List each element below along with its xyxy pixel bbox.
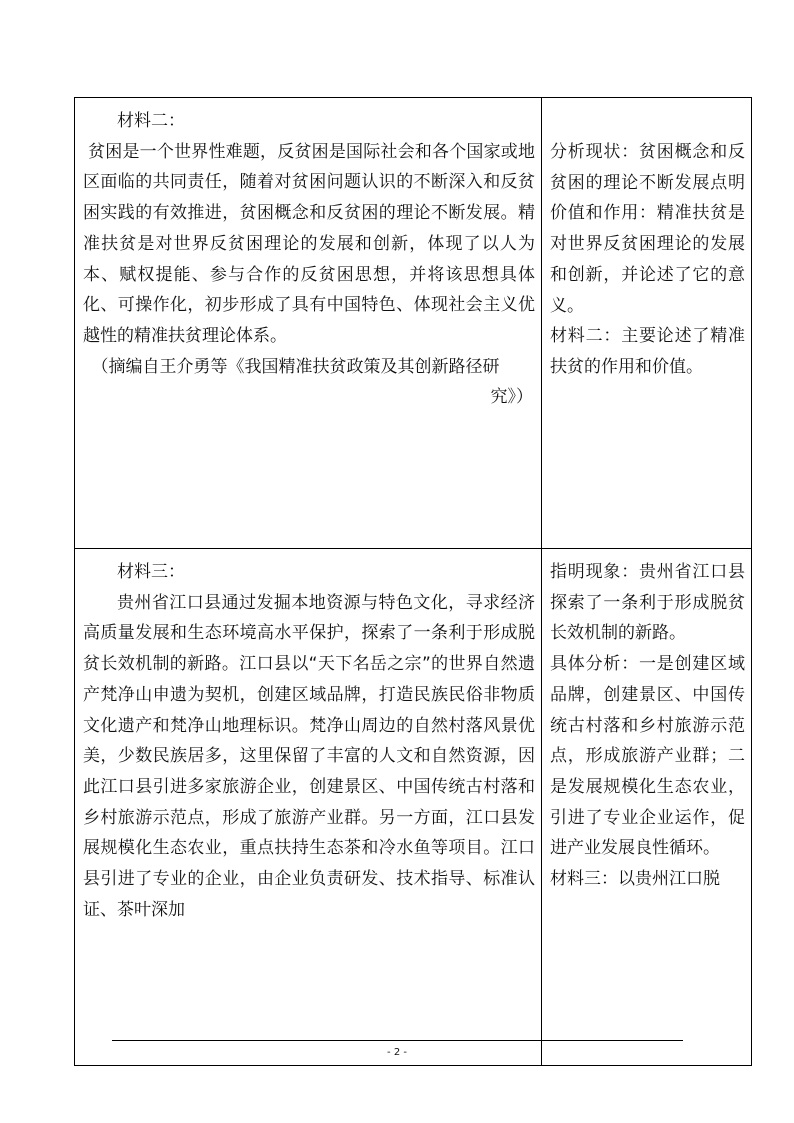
material-three-cell — [75, 549, 542, 1066]
material-three-detail-note: 具体分析：一是创建区域品牌，创建景区、中国传统古村落和乡村旅游示范点，形成旅游产业群；二是发展规模化生态农业，引进了专业企业运作，促进产业发展良性循环。 — [550, 654, 745, 859]
material-three-body: 贵州省江口县通过发掘本地资源与特色文化，寻求经济高质量发展和生态环境高水平保护，探索了一条利于形成脱贫长效机制的新路。江口县以“天下名岳之宗”的世界自然遗产梵净山申遗为契机，创建区域品牌，打造民族民俗非物质文化遗产和梵净山地理标识。梵净山周边的自然村落风景优美，少数民族居多，这里保留了丰富的人文和自然资源，因此江口县引进多家旅游企业，创建景区、中国传统古村落和乡村旅游示范点，形成了旅游产业群。另一方面，江口县发展规模化生态农业，重点扶持生态茶和冷水鱼等项目。江口县引进了专业的企业，由企业负责研发、技术指导、标准认证、茶叶深加 — [83, 592, 535, 920]
material-two-body: 贫困是一个世界性难题，反贫困是国际社会和各个国家或地区面临的共同责任，随着对贫困问题认识的不断深入和反贫困实践的有效推进，贫困概念和反贫困的理论不断发展。精准扶贫是对世界反贫困理论的发展和创新，体现了以人为本、赋权提能、参与合作的反贫困思想，并将该思想具体化、可操作化，初步形成了具有中国特色、体现社会主义优越性的精准扶贫理论体系。 — [83, 141, 535, 346]
material-three-heading: 材料三： — [117, 562, 185, 582]
table-row — [75, 549, 752, 1066]
material-two-heading: 材料二： — [117, 111, 185, 131]
material-two-source-tail: 究》） — [490, 387, 533, 408]
material-two-note-cell — [542, 98, 752, 549]
material-two-source: （摘编自王介勇等《我国精准扶贫政策及其创新路径研 — [91, 356, 500, 377]
material-three-summary-note: 材料三：以贵州江口脱 — [550, 869, 720, 890]
page-number: - 2 - — [387, 1047, 407, 1058]
material-two-analysis-note: 分析现状：贫困概念和反贫困的理论不断发展点明价值和作用：精准扶贫是对世界反贫困理论的发展和创新，并论述了它的意义。 — [550, 142, 745, 316]
material-analysis-table — [74, 97, 752, 1066]
footer-divider — [112, 1040, 683, 1041]
material-two-cell — [75, 98, 542, 549]
material-three-phenomenon-note: 指明现象：贵州省江口县探索了一条利于形成脱贫长效机制的新路。 — [550, 562, 745, 644]
table-row — [75, 98, 752, 549]
material-three-note-cell — [542, 549, 752, 1066]
material-two-summary-note: 材料二：主要论述了精准扶贫的作用和价值。 — [550, 326, 745, 377]
